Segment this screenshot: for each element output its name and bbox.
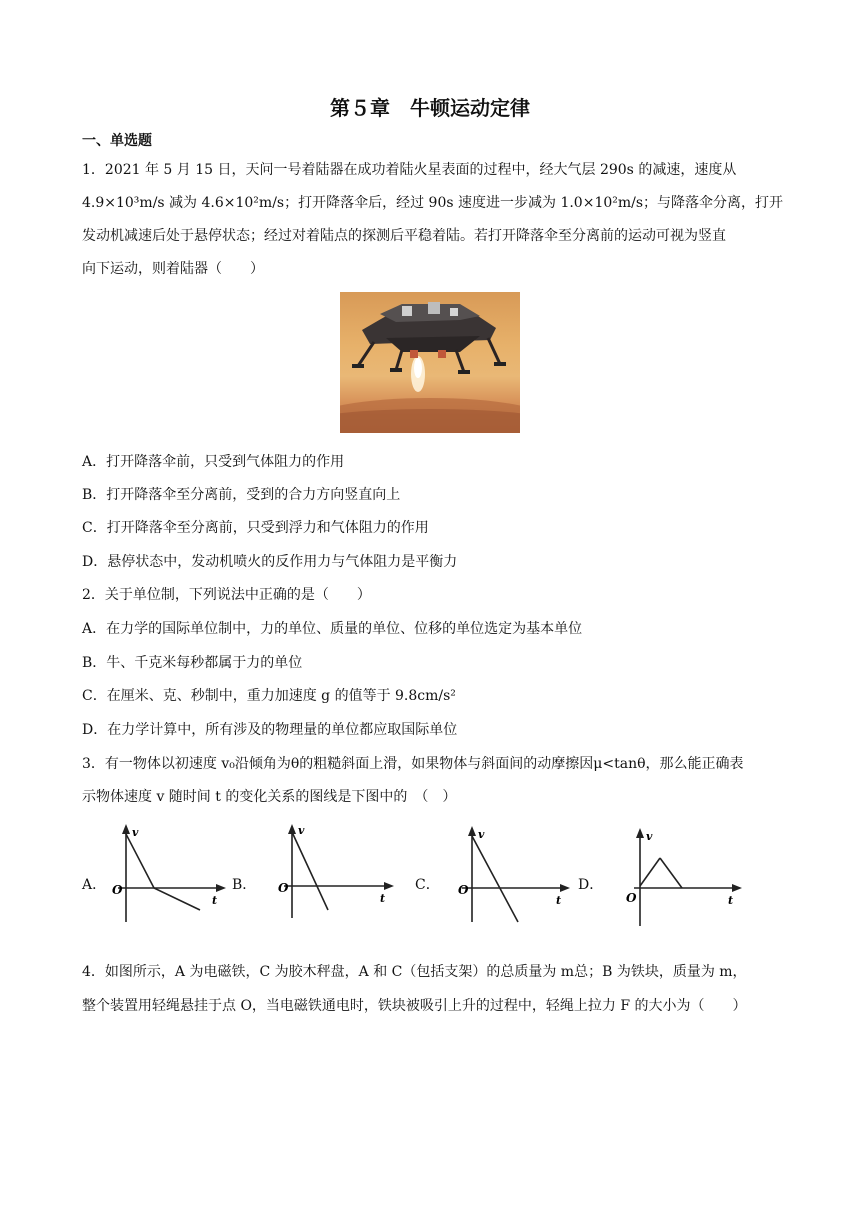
graph-c-origin: O: [458, 883, 469, 897]
q4-line-2: 整个装置用轻绳悬挂于点 O，当电磁铁通电时，铁块被吸引上升的过程中，轻绳上拉力 F 的大小为（ ）: [82, 998, 747, 1014]
graph-c-v-label: v: [478, 828, 485, 841]
graph-d: [622, 822, 746, 930]
graph-b-label: B．: [232, 877, 257, 893]
q1-option-b: B．打开降落伞至分离前，受到的合力方向竖直向上: [82, 487, 401, 503]
q1-line-4: 向下运动，则着陆器（ ）: [82, 261, 264, 277]
graph-c-label: C．: [415, 877, 440, 893]
graph-a-t-label: t: [212, 894, 218, 907]
graph-a-label: A．: [82, 877, 107, 893]
graph-d-origin: O: [626, 891, 637, 905]
q2-option-d: D．在力学计算中，所有涉及的物理量的单位都应取国际单位: [82, 722, 458, 738]
q1-option-a: A．打开降落伞前，只受到气体阻力的作用: [82, 454, 345, 470]
mars-lander-image: [340, 292, 520, 433]
q4-line-1: 4．如图所示，A 为电磁铁，C 为胶木秤盘，A 和 C（包括支架）的总质量为 m总；B 为铁块，质量为 m，: [82, 964, 747, 980]
graph-b: [276, 822, 396, 930]
graph-c-t-label: t: [556, 894, 562, 907]
q3-line-1: 3．有一物体以初速度 v₀沿倾角为θ的粗糙斜面上滑，如果物体与斜面间的动摩擦因μ<tanθ，那么能正确表: [82, 756, 744, 772]
q1-option-d: D．悬停状态中，发动机喷火的反作用力与气体阻力是平衡力: [82, 554, 458, 570]
graph-a-v-label: v: [132, 826, 139, 839]
graph-a: [108, 822, 228, 930]
graph-c: [452, 822, 572, 930]
q1-option-c: C．打开降落伞至分离前，只受到浮力和气体阻力的作用: [82, 520, 429, 536]
graph-a-origin: O: [112, 883, 123, 897]
graph-b-origin: O: [278, 881, 289, 895]
q1-line-2: 4.9×10³m/s 减为 4.6×10²m/s；打开降落伞后，经过 90s 速度进一步减为 1.0×10²m/s；与降落伞分离，打开: [82, 195, 784, 211]
q1-line-1: 1．2021 年 5 月 15 日，天问一号着陆器在成功着陆火星表面的过程中，经大气层 290s 的减速，速度从: [82, 162, 737, 178]
q1-line-3: 发动机减速后处于悬停状态；经过对着陆点的探测后平稳着陆。若打开降落伞至分离前的运动可视为竖直: [82, 228, 726, 244]
graph-d-v-label: v: [646, 830, 653, 843]
graph-d-t-label: t: [728, 894, 734, 907]
q3-line-2: 示物体速度 v 随时间 t 的变化关系的图线是下图中的 （ ）: [82, 789, 457, 805]
page-title: 第５章 牛顿运动定律: [330, 96, 530, 120]
graph-d-label: D．: [578, 877, 604, 893]
graph-b-v-label: v: [298, 824, 305, 837]
q2-option-b: B．牛、千克米每秒都属于力的单位: [82, 655, 303, 671]
graph-b-t-label: t: [380, 892, 386, 905]
section-heading: 一、单选题: [82, 133, 152, 149]
q2-option-a: A．在力学的国际单位制中，力的单位、质量的单位、位移的单位选定为基本单位: [82, 621, 583, 637]
q2-stem: 2．关于单位制，下列说法中正确的是（ ）: [82, 587, 371, 603]
q2-option-c: C．在厘米、克、秒制中，重力加速度 g 的值等于 9.8cm/s²: [82, 688, 456, 704]
